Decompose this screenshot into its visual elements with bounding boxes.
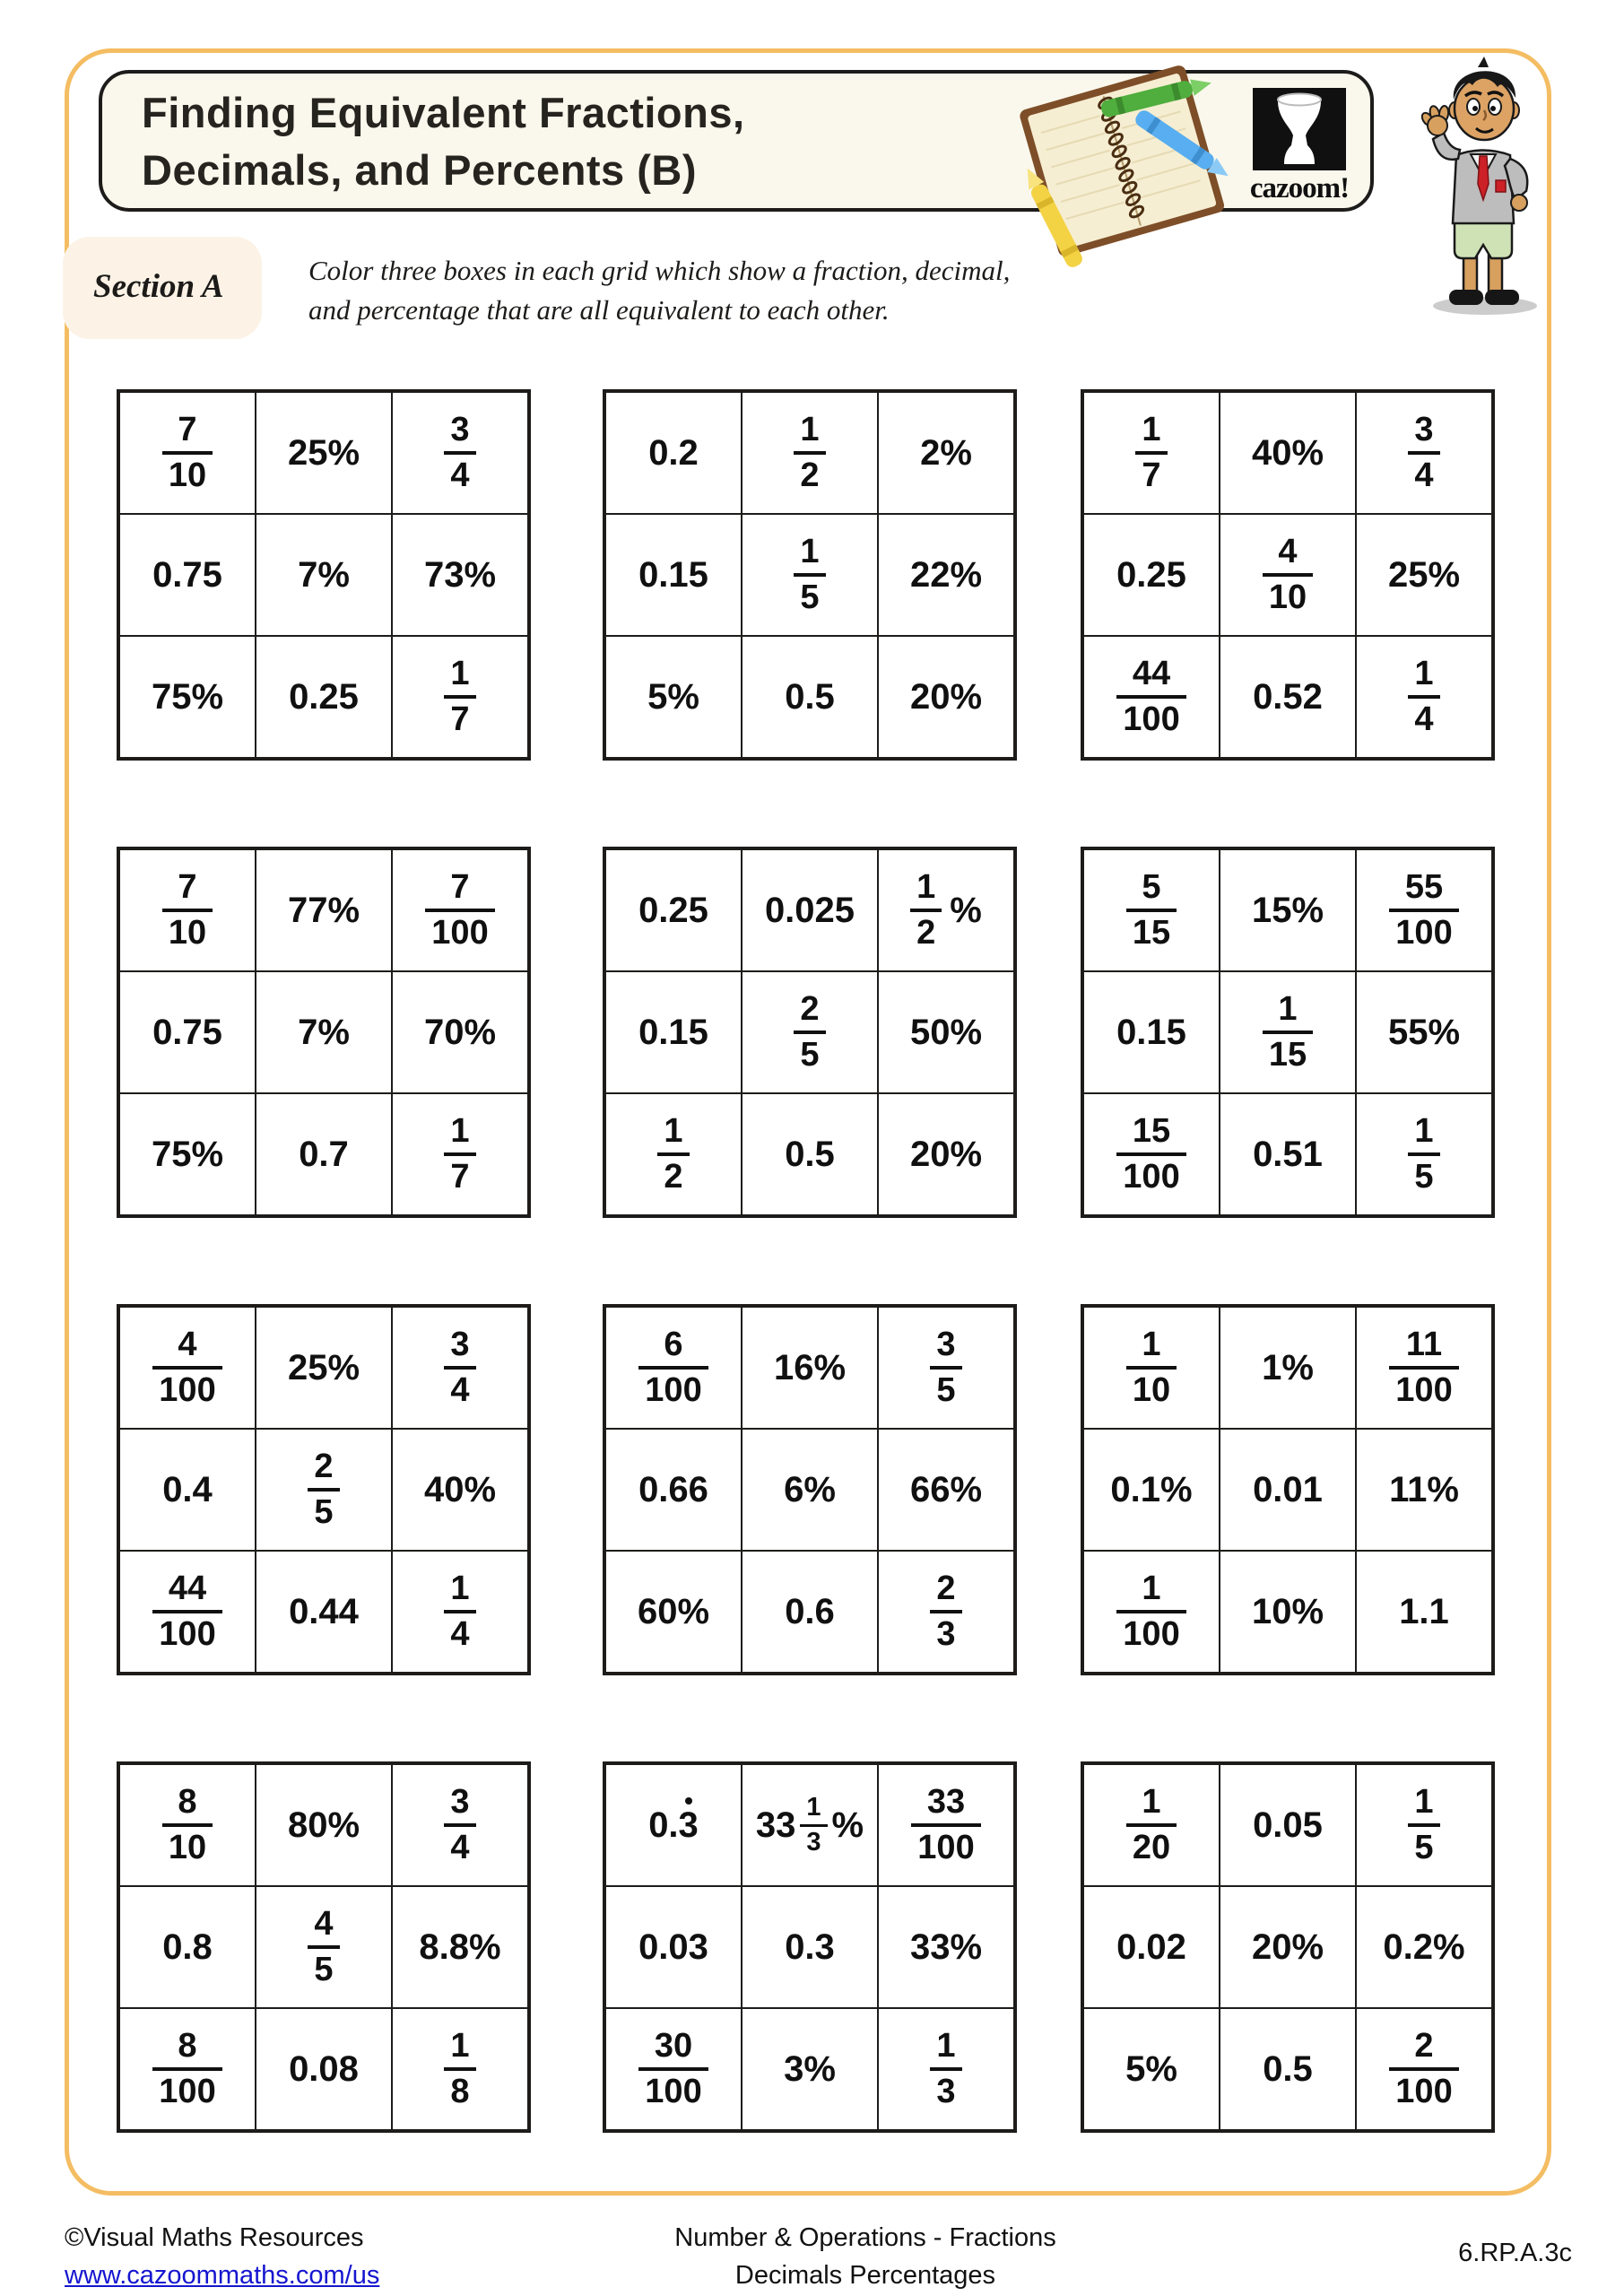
grid-cell[interactable] xyxy=(1083,1307,1220,1429)
grid-cell[interactable] xyxy=(119,1764,256,1886)
grid-cell[interactable]: 0.03 xyxy=(605,1886,742,2008)
fraction: $\frac{1}{3}$ xyxy=(800,1794,827,1857)
grid-cell[interactable]: 0.1% xyxy=(1083,1429,1220,1551)
grid-cell[interactable]: 55% xyxy=(1356,971,1492,1093)
grid-cell[interactable]: 75% xyxy=(119,1093,256,1215)
grid-cell[interactable]: 0.25 xyxy=(605,849,742,971)
instruction-line1: Color three boxes in each grid which show a fraction, decimal, xyxy=(308,255,1011,286)
fraction: $\frac{4}{100}$ xyxy=(152,1326,221,1409)
grid-cell[interactable]: 50% xyxy=(878,971,1014,1093)
grid-cell[interactable]: 20% xyxy=(878,636,1014,758)
grid-cell[interactable] xyxy=(878,1307,1014,1429)
grid-cell[interactable]: 0.02 xyxy=(1083,1886,1220,2008)
grid-12 xyxy=(1081,1761,1495,2133)
grid-cell[interactable]: 33% xyxy=(878,1886,1014,2008)
fraction: $\frac{1}{5}$ xyxy=(1408,1113,1439,1196)
grid-cell[interactable]: 0.5 xyxy=(742,1093,878,1215)
grid-cell[interactable]: 11% xyxy=(1356,1429,1492,1551)
fraction: $\frac{3}{5}$ xyxy=(930,1326,961,1409)
grid-cell[interactable] xyxy=(1083,849,1220,971)
grid-3 xyxy=(1081,389,1495,761)
cazoom-logo-text: cazoom! xyxy=(1249,172,1350,204)
grid-cell[interactable]: 16% xyxy=(742,1307,878,1429)
grid-cell[interactable] xyxy=(1220,971,1356,1093)
grid-cell[interactable]: 3% xyxy=(742,2008,878,2130)
grid-cell[interactable] xyxy=(119,1551,256,1673)
fraction: $\frac{7}{100}$ xyxy=(425,869,494,952)
grid-cell[interactable]: 25% xyxy=(256,1307,392,1429)
grid-cell[interactable]: 33 $\frac{1}{3}$ % xyxy=(742,1764,878,1886)
fraction: $\frac{30}{100}$ xyxy=(638,2028,708,2110)
footer-url-link[interactable]: www.cazoommaths.com/us xyxy=(65,2261,380,2291)
grid-cell[interactable]: 5% xyxy=(1083,2008,1220,2130)
grid-cell[interactable] xyxy=(392,2008,528,2130)
grid-cell[interactable] xyxy=(742,971,878,1093)
fraction: $\frac{1}{20}$ xyxy=(1126,1784,1177,1866)
instruction-line2: and percentage that are all equivalent to each other. xyxy=(308,294,890,326)
grid-cell[interactable]: 73% xyxy=(392,514,528,636)
grid-cell[interactable] xyxy=(878,2008,1014,2130)
grid-cell[interactable]: 66% xyxy=(878,1429,1014,1551)
grid-cell[interactable]: 0.15 xyxy=(1083,971,1220,1093)
grid-cell[interactable]: 0.75 xyxy=(119,514,256,636)
grid-cell[interactable]: 0.75 xyxy=(119,971,256,1093)
grid-cell[interactable] xyxy=(605,1307,742,1429)
grid-cell[interactable]: 0.7 xyxy=(256,1093,392,1215)
grid-cell[interactable] xyxy=(1220,514,1356,636)
grid-9 xyxy=(1081,1304,1495,1675)
grid-cell[interactable] xyxy=(392,392,528,514)
grid-cell[interactable] xyxy=(1083,392,1220,514)
fraction: $\frac{6}{100}$ xyxy=(638,1326,708,1409)
grid-cell[interactable] xyxy=(1083,1551,1220,1673)
grid-cell[interactable] xyxy=(1356,1093,1492,1215)
section-label: Section A xyxy=(93,268,224,305)
grid-cell[interactable] xyxy=(1356,1764,1492,1886)
grid-cell[interactable] xyxy=(119,2008,256,2130)
grid-cell[interactable] xyxy=(1083,636,1220,758)
fraction: $\frac{1}{5}$ xyxy=(1408,1784,1439,1866)
grid-cell[interactable]: 1% xyxy=(1220,1307,1356,1429)
grid-6 xyxy=(1081,847,1495,1218)
fraction: $\frac{7}{10}$ xyxy=(162,869,213,952)
fraction: $\frac{1}{100}$ xyxy=(1116,1570,1185,1653)
fraction: $\frac{3}{4}$ xyxy=(1408,412,1439,494)
fraction: $\frac{1}{2}$ xyxy=(910,869,942,952)
page-title-line2: Decimals, and Percents (B) xyxy=(142,145,697,194)
section-badge xyxy=(63,237,262,339)
grid-cell[interactable]: 0.2% xyxy=(1356,1886,1492,2008)
grid-cell[interactable]: 20% xyxy=(878,1093,1014,1215)
fraction: $\frac{5}{15}$ xyxy=(1126,869,1177,952)
grid-cell[interactable]: 40% xyxy=(392,1429,528,1551)
grid-cell[interactable]: 0.6 xyxy=(742,1551,878,1673)
grid-cell[interactable]: 20% xyxy=(1220,1886,1356,2008)
fraction: $\frac{2}{5}$ xyxy=(308,1448,339,1531)
page-title xyxy=(142,84,745,199)
grid-cell[interactable]: 0.5 xyxy=(742,636,878,758)
fraction: $\frac{4}{5}$ xyxy=(308,1906,339,1988)
fraction: $\frac{1}{10}$ xyxy=(1126,1326,1177,1409)
grid-cell[interactable]: 1.1 xyxy=(1356,1551,1492,1673)
grid-cell[interactable]: $\frac{1}{2}$ % xyxy=(878,849,1014,971)
grid-cell[interactable] xyxy=(1083,1764,1220,1886)
grid-cell[interactable] xyxy=(392,1093,528,1215)
grid-cell[interactable]: 25% xyxy=(1356,514,1492,636)
grid-cell[interactable] xyxy=(1356,2008,1492,2130)
fraction: $\frac{1}{7}$ xyxy=(444,1113,475,1196)
grid-cell[interactable] xyxy=(119,392,256,514)
fraction: $\frac{2}{100}$ xyxy=(1389,2028,1458,2110)
grid-4 xyxy=(117,847,531,1218)
grid-7 xyxy=(117,1304,531,1675)
cazoom-drum-icon xyxy=(1253,88,1346,170)
grid-cell[interactable]: 0.25 xyxy=(256,636,392,758)
grid-cell[interactable]: 0.8 xyxy=(119,1886,256,2008)
fraction: $\frac{11}{100}$ xyxy=(1389,1326,1458,1409)
grid-cell[interactable]: 70% xyxy=(392,971,528,1093)
grid-2 xyxy=(603,389,1017,761)
footer-copyright: ©Visual Maths Resources xyxy=(65,2223,364,2252)
grid-11 xyxy=(603,1761,1017,2133)
footer-left xyxy=(65,2219,379,2294)
fraction: $\frac{1}{7}$ xyxy=(1135,412,1167,494)
grid-cell[interactable]: 0.15 xyxy=(605,514,742,636)
grid-cell[interactable]: 40% xyxy=(1220,392,1356,514)
grid-cell[interactable]: 22% xyxy=(878,514,1014,636)
grid-cell[interactable] xyxy=(256,1886,392,2008)
grid-cell[interactable]: 5% xyxy=(605,636,742,758)
fraction: $\frac{15}{100}$ xyxy=(1116,1113,1185,1196)
footer-topic-line1: Number & Operations - Fractions xyxy=(674,2223,1056,2252)
grid-cell[interactable]: 7% xyxy=(256,514,392,636)
grid-cell[interactable] xyxy=(119,849,256,971)
footer-center xyxy=(674,2219,1055,2294)
grid-cell[interactable]: 0.25 xyxy=(1083,514,1220,636)
grid-cell[interactable] xyxy=(119,1307,256,1429)
grid-cell[interactable]: 7% xyxy=(256,971,392,1093)
grid-cell[interactable] xyxy=(605,2008,742,2130)
grid-cell[interactable]: 0.51 xyxy=(1220,1093,1356,1215)
grid-cell[interactable]: 0.5 xyxy=(1220,2008,1356,2130)
grid-cell[interactable]: 6% xyxy=(742,1429,878,1551)
grid-cell[interactable]: 8.8% xyxy=(392,1886,528,2008)
grid-cell[interactable]: 0.2 xyxy=(605,392,742,514)
fraction: $\frac{1}{2}$ xyxy=(794,412,825,494)
grid-cell[interactable] xyxy=(1356,1307,1492,1429)
grid-1 xyxy=(117,389,531,761)
grid-cell[interactable]: 10% xyxy=(1220,1551,1356,1673)
fraction: $\frac{3}{4}$ xyxy=(444,1784,475,1866)
fraction: $\frac{4}{10}$ xyxy=(1263,534,1313,616)
grid-cell[interactable]: 0.44 xyxy=(256,1551,392,1673)
grid-10 xyxy=(117,1761,531,2133)
grid-8 xyxy=(603,1304,1017,1675)
grid-cell[interactable]: 0.05 xyxy=(1220,1764,1356,1886)
fraction: $\frac{7}{10}$ xyxy=(162,412,213,494)
fraction: $\frac{1}{5}$ xyxy=(794,534,825,616)
fraction: $\frac{1}{2}$ xyxy=(657,1113,689,1196)
fraction: $\frac{8}{10}$ xyxy=(162,1784,213,1866)
grid-cell[interactable]: 0.4 xyxy=(119,1429,256,1551)
grid-cell[interactable]: 60% xyxy=(605,1551,742,1673)
footer-topic-line2: Decimals Percentages xyxy=(734,2261,996,2291)
notebook-crayons-illustration xyxy=(1003,47,1245,280)
grid-cell[interactable] xyxy=(742,392,878,514)
page-title-line1: Finding Equivalent Fractions, xyxy=(142,89,745,136)
footer-standard: 6.RP.A.3c xyxy=(1458,2239,1572,2267)
fraction: $\frac{1}{3}$ xyxy=(930,2028,961,2110)
fraction: $\frac{3}{4}$ xyxy=(444,1326,475,1409)
grid-cell[interactable]: 0.52 xyxy=(1220,636,1356,758)
grid-cell[interactable]: 25% xyxy=(256,392,392,514)
grid-cell[interactable] xyxy=(605,1093,742,1215)
grid-cell[interactable] xyxy=(392,636,528,758)
boy-mascot-illustration xyxy=(1399,49,1559,318)
grid-cell[interactable] xyxy=(392,1764,528,1886)
grid-cell[interactable] xyxy=(742,514,878,636)
fraction: $\frac{33}{100}$ xyxy=(911,1784,980,1866)
grid-cell[interactable]: 75% xyxy=(119,636,256,758)
grid-cell[interactable] xyxy=(1083,1093,1220,1215)
grid-cell[interactable] xyxy=(256,1429,392,1551)
fraction: $\frac{1}{15}$ xyxy=(1263,991,1313,1074)
grid-cell[interactable]: 0.15 xyxy=(605,971,742,1093)
fraction: $\frac{1}{7}$ xyxy=(444,656,475,738)
grid-cell[interactable] xyxy=(392,849,528,971)
grid-cell[interactable]: 0.025 xyxy=(742,849,878,971)
grid-cell[interactable]: 0.08 xyxy=(256,2008,392,2130)
instruction-text xyxy=(308,251,1313,330)
grid-5 xyxy=(603,847,1017,1218)
grid-cell[interactable]: 15% xyxy=(1220,849,1356,971)
cazoom-logo xyxy=(1246,88,1352,205)
fraction: $\frac{1}{8}$ xyxy=(444,2028,475,2110)
grid-cell[interactable]: 2% xyxy=(878,392,1014,514)
grid-cell[interactable] xyxy=(1356,849,1492,971)
fraction: $\frac{44}{100}$ xyxy=(1116,656,1185,738)
grid-cell[interactable] xyxy=(878,1551,1014,1673)
grid-cell[interactable]: 0. 3 xyxy=(605,1764,742,1886)
notebook-icon xyxy=(1003,47,1245,280)
fraction: $\frac{1}{4}$ xyxy=(1408,656,1439,738)
grid-cell[interactable] xyxy=(1356,636,1492,758)
grid-cell[interactable] xyxy=(392,1551,528,1673)
fraction: $\frac{8}{100}$ xyxy=(152,2028,221,2110)
boy-icon xyxy=(1399,49,1559,318)
grid-cell[interactable]: 0.66 xyxy=(605,1429,742,1551)
fraction: $\frac{2}{5}$ xyxy=(794,991,825,1074)
grid-cell[interactable] xyxy=(1356,392,1492,514)
grid-cell[interactable]: 77% xyxy=(256,849,392,971)
fraction: $\frac{44}{100}$ xyxy=(152,1570,221,1653)
grid-cell[interactable]: 0.3 xyxy=(742,1886,878,2008)
grid-cell[interactable]: 80% xyxy=(256,1764,392,1886)
fraction: $\frac{2}{3}$ xyxy=(930,1570,961,1653)
grid-cell[interactable] xyxy=(878,1764,1014,1886)
grid-cell[interactable]: 0.01 xyxy=(1220,1429,1356,1551)
fraction: $\frac{55}{100}$ xyxy=(1389,869,1458,952)
grid-cell[interactable] xyxy=(392,1307,528,1429)
fraction: $\frac{3}{4}$ xyxy=(444,412,475,494)
fraction: $\frac{1}{4}$ xyxy=(444,1570,475,1653)
